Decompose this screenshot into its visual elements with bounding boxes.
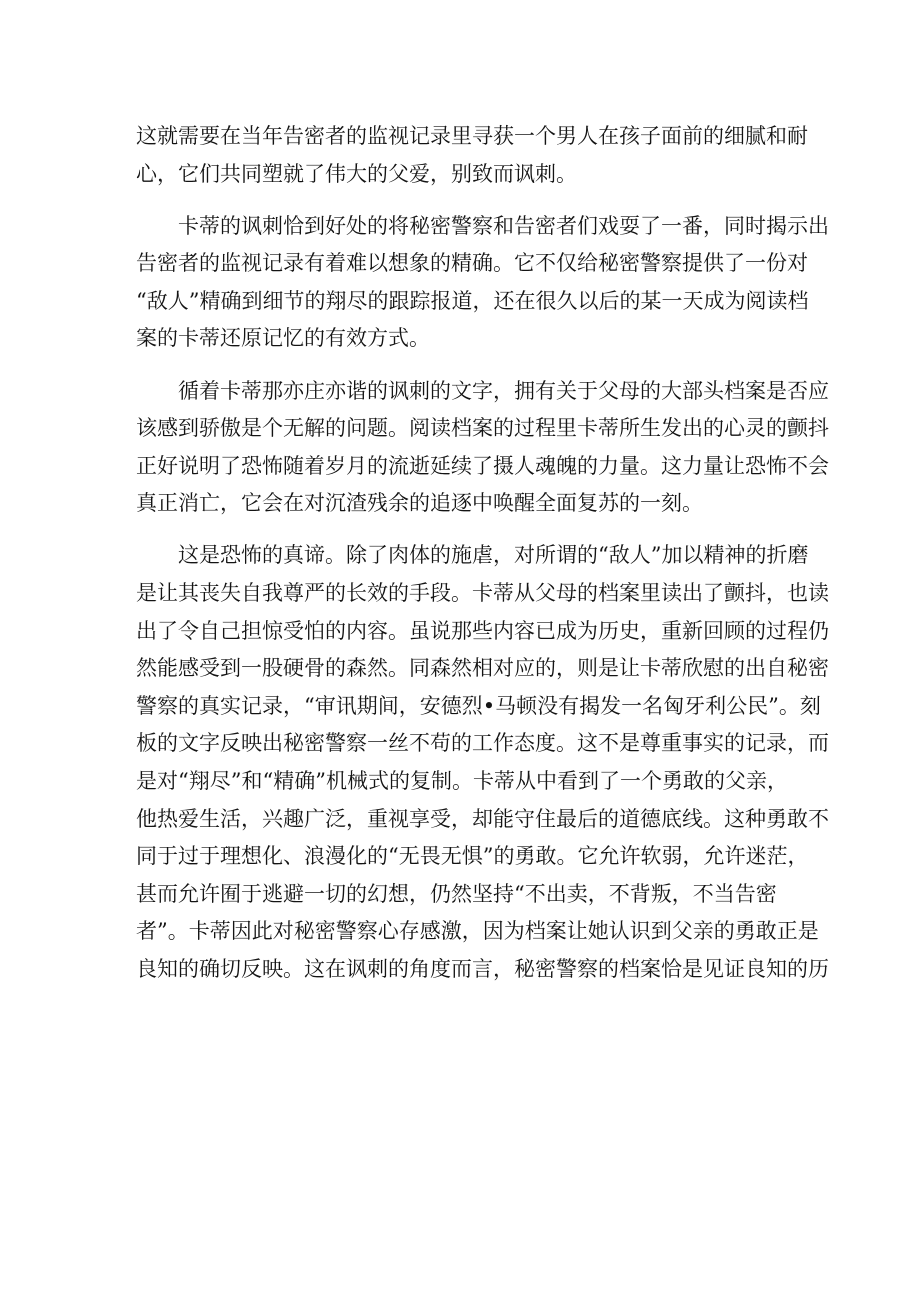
text-line: 是让其丧失自我尊严的长效的手段。卡蒂从父母的档案里读出了颤抖，也读 bbox=[136, 581, 829, 606]
text-line: 心，它们共同塑就了伟大的父爱，别致而讽刺。 bbox=[136, 161, 577, 186]
text-line: 案的卡蒂还原记忆的有效方式。 bbox=[136, 326, 430, 351]
text-line: 同于过于理想化、浪漫化的“无畏无惧”的勇敢。它允许软弱，允许迷茫， bbox=[136, 844, 809, 869]
text-line: 然能感受到一股硬骨的森然。同森然相对应的，则是让卡蒂欣慰的出自秘密 bbox=[136, 656, 829, 681]
text-line: 真正消亡，它会在对沉渣残余的追逐中唤醒全面复苏的一刻。 bbox=[136, 491, 703, 516]
paragraph-2 bbox=[136, 208, 829, 358]
text-line: 板的文字反映出秘密警察一丝不苟的工作态度。这不是尊重事实的记录，而 bbox=[136, 731, 829, 756]
text-line: 正好说明了恐怖随着岁月的流逝延续了摄人魂魄的力量。这力量让恐怖不会 bbox=[136, 453, 829, 478]
paragraph-4 bbox=[136, 537, 829, 988]
text-line: 者”。卡蒂因此对秘密警察心存感激，因为档案让她认识到父亲的勇敢正是 bbox=[136, 919, 819, 944]
text-line: 良知的确切反映。这在讽刺的角度而言，秘密警察的档案恰是见证良知的历 bbox=[136, 956, 829, 981]
text-line: 这就需要在当年告密者的监视记录里寻获一个男人在孩子面前的细腻和耐 bbox=[136, 124, 808, 148]
text-line: 是对“翔尽”和“精确”机械式的复制。卡蒂从中看到了一个勇敢的父亲， bbox=[136, 769, 788, 793]
text-line: 他热爱生活，兴趣广泛，重视享受，却能守住最后的道德底线。这种勇敢不 bbox=[136, 806, 829, 831]
article-body bbox=[136, 118, 829, 1003]
paragraph-1 bbox=[136, 118, 808, 193]
text-line: 甚而允许囿于逃避一切的幻想，仍然坚持“不出卖，不背叛，不当告密 bbox=[136, 881, 777, 906]
text-line: “敌人”精确到细节的翔尽的跟踪报道，还在很久以后的某一天成为阅读档 bbox=[136, 288, 809, 313]
text-line: 告密者的监视记录有着难以想象的精确。它不仅给秘密警察提供了一份对 bbox=[136, 251, 808, 276]
text-line: 这是恐怖的真谛。除了肉体的施虐，对所谓的“敌人”加以精神的折磨 bbox=[136, 543, 809, 568]
text-line: 卡蒂的讽刺恰到好处的将秘密警察和告密者们戏耍了一番，同时揭示出 bbox=[136, 213, 829, 238]
text-line: 警察的真实记录，“审讯期间，安德烈•马顿没有揭发一名匈牙利公民”。刻 bbox=[136, 693, 821, 718]
text-line: 该感到骄傲是个无解的问题。阅读档案的过程里卡蒂所生发出的心灵的颤抖 bbox=[136, 416, 829, 441]
paragraph-3 bbox=[136, 373, 829, 523]
text-line: 出了令自己担惊受怕的内容。虽说那些内容已成为历史，重新回顾的过程仍 bbox=[136, 618, 829, 643]
text-line: 循着卡蒂那亦庄亦谐的讽刺的文字，拥有关于父母的大部头档案是否应 bbox=[136, 378, 829, 403]
